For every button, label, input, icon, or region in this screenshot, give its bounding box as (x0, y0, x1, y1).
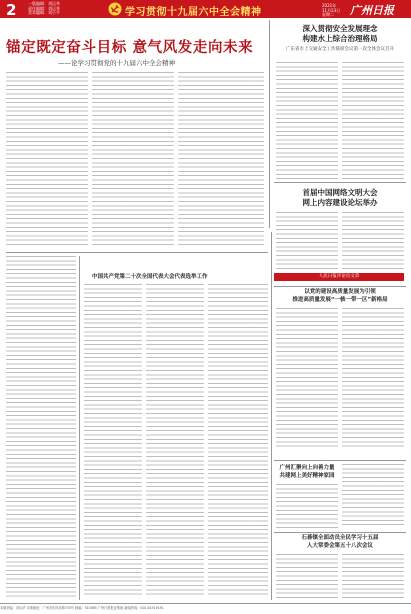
sidebar-story3-title-line2: 推进高质量发展“一核一带一区”新格局 (292, 296, 388, 303)
sidebar-story3-body-a (276, 308, 338, 448)
center-story-title: 中国共产党第二十次全国代表大会代表选举工作 (92, 274, 208, 280)
party-emblem-icon (108, 2, 122, 16)
section-divider (6, 252, 268, 253)
sidebar-story1-sub: 广东省水上交通安全工作联席会议第一次全体会议召开 (286, 47, 394, 52)
main-story-body-col1 (6, 72, 88, 248)
sidebar-story1-title-line1: 深入贯彻安全发展理念 (302, 24, 378, 33)
sidebar-story1-title-line2: 构建水上综合治理格局 (302, 34, 378, 43)
sidebar-story1-body-a (276, 62, 338, 180)
section-divider (274, 460, 406, 461)
column-divider (271, 232, 272, 600)
sidebar-story1-title (274, 24, 406, 44)
section-divider (274, 286, 406, 287)
column-divider (269, 20, 270, 228)
center-story-col1 (84, 284, 142, 598)
sidebar-story3-body-b (342, 308, 404, 448)
sidebar-story5-body-b (342, 554, 404, 598)
left-story-body (6, 256, 76, 598)
editor-credits: 一版编辑：刘运华 责任编辑：刘运华 美术编辑：刘小平 (28, 1, 60, 15)
main-story-body-col2 (92, 72, 174, 248)
sidebar-story5-title-line1: 石碁镇全面动员全民学习十五届 (301, 535, 379, 541)
sidebar-story3-title-line1: 以党的建设高质量发展为引领 (304, 289, 376, 295)
page-number: 2 (6, 1, 17, 19)
column-divider (79, 256, 80, 600)
sidebar-story2-title-line1: 首届中国网络文明大会 (302, 188, 378, 197)
sidebar-story2-title-line2: 网上内容建设论坛举办 (302, 198, 378, 207)
sidebar-story4-body-a (276, 484, 338, 528)
sidebar-story5-title-line2: 人大常委会第五十八次会议 (306, 542, 373, 549)
center-story-col2 (146, 284, 204, 598)
sidebar-story5-body-a (276, 554, 338, 598)
page-footer: 本版责编：刘运华 本报地址：广州市东风东路733号 邮编：510085 广州日报报业集团 新闻热线：020-81919191 (0, 603, 411, 614)
main-subhead: ——论学习贯彻党的十九届六中全会精神 (58, 59, 175, 67)
sidebar-story2-body-a (276, 212, 338, 270)
section-divider (274, 182, 406, 183)
main-story-body-col3 (178, 72, 264, 248)
sidebar-story3-title (274, 289, 406, 304)
sidebar-story4-title (276, 465, 338, 480)
center-story-col3 (208, 284, 268, 598)
main-headline: 锚定既定奋斗目标 意气风发走向未来 (6, 40, 254, 56)
sidebar-story4-title-line1: 广州汇聚向上向善力量 (279, 465, 335, 471)
issue-date: 2021年 11月23日 星期二 (322, 3, 341, 17)
sidebar-story1-body-b (342, 62, 404, 180)
commentary-banner: 人民日报评论员文章 (274, 273, 404, 281)
sidebar-story5-title (274, 535, 406, 550)
sidebar-story2-body-b (342, 212, 404, 270)
sidebar-story4-title-line2: 共建网上美好精神家园 (279, 472, 335, 479)
sidebar-story4-body-b (342, 464, 404, 528)
section-title: 学习贯彻十九届六中全会精神 (125, 7, 262, 18)
section-divider (274, 532, 406, 533)
sidebar-story2-title (274, 188, 406, 208)
paper-masthead: 广州日报 (350, 4, 394, 17)
